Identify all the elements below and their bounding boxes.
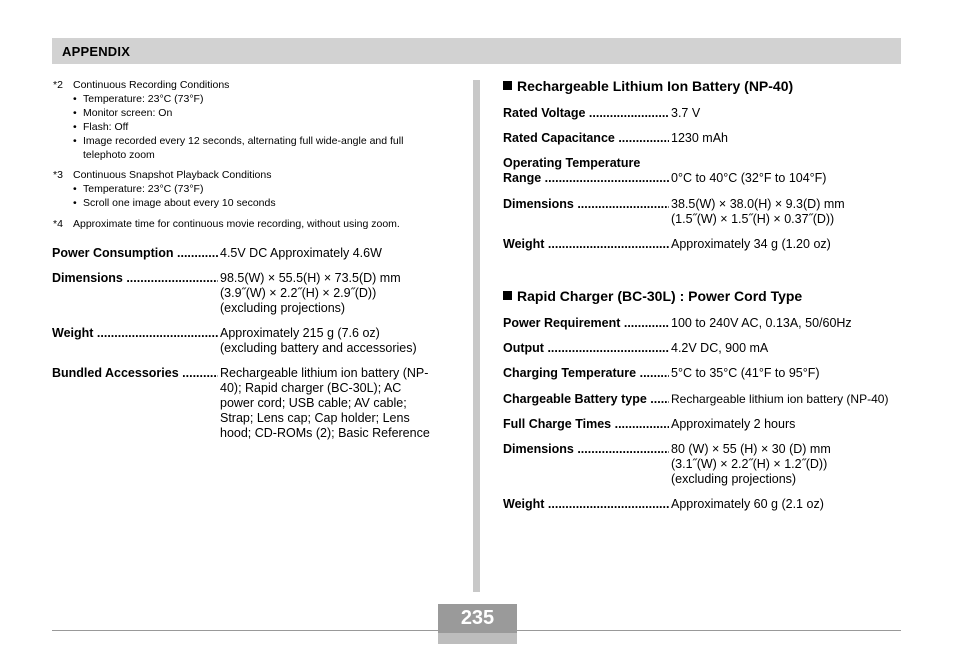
spec-value: Approximately 60 g (2.1 oz) (671, 497, 824, 511)
footnote-item: • Flash: Off (73, 120, 453, 134)
spec-value: 98.5(W) × 55.5(H) × 73.5(D) mm (3.9˝(W) × 2.2˝(H) × 2.9˝(D)) (excluding projections) (220, 271, 401, 315)
spec-value: Approximately 2 hours (671, 417, 796, 431)
footnote-title: Continuous Recording Conditions (73, 79, 230, 91)
spec-label: Rated Voltage ..... (503, 106, 669, 121)
footnote-item-continued: telephoto zoom (83, 149, 155, 161)
section-header (52, 38, 901, 64)
spec-label: Range ..... (503, 171, 669, 186)
spec-label: Power Consumption ..... (52, 246, 218, 261)
footnote-mark: *2 (53, 79, 63, 91)
square-bullet-icon (503, 291, 512, 300)
spec-value: 3.7 V (671, 106, 701, 120)
spec-label-top: Operating Temperature (503, 156, 641, 170)
spec-label: Dimensions ..... (503, 442, 669, 457)
spec-value: Approximately 34 g (1.20 oz) (671, 237, 831, 251)
spec-value: 5°C to 35°C (41°F to 95°F) (671, 366, 820, 380)
spec-label: Charging Temperature ..... (503, 366, 669, 381)
spec-label: Output ..... (503, 341, 669, 356)
spec-value: 0°C to 40°C (32°F to 104°F) (671, 171, 827, 185)
spec-value: Rechargeable lithium ion battery (NP-40) (671, 392, 889, 406)
page-number: 235 (460, 607, 495, 629)
battery-heading: Rechargeable Lithium Ion Battery (NP-40) (503, 78, 793, 94)
footnote-item: • Scroll one image about every 10 seconds (73, 196, 453, 210)
spec-label: Chargeable Battery type ..... (503, 392, 669, 407)
page-number-underbar (438, 633, 517, 644)
spec-label: Bundled Accessories ..... (52, 366, 218, 381)
spec-value: 80 (W) × 55 (H) × 30 (D) mm (3.1˝(W) × 2.2˝(H) × 1.2˝(D)) (excluding projections) (671, 442, 831, 486)
footnote-mark: *4 (53, 218, 63, 230)
page-number-badge (438, 604, 517, 644)
spec-value: Approximately 215 g (7.6 oz) (excluding battery and accessories) (220, 326, 417, 355)
spec-value: Rechargeable lithium ion battery (NP- 40); Rapid charger (BC-30L); AC power cord; USB cable; AV cable; Strap; Lens cap; Cap holder; Lens hood; CD-ROMs (2); Basic Reference (220, 366, 430, 440)
footnote-2 (53, 78, 453, 162)
footnote-item: • Temperature: 23°C (73°F) (73, 92, 453, 106)
footnote-title: Approximate time for continuous movie recording, without using zoom. (73, 218, 400, 230)
column-divider (473, 80, 480, 592)
footnote-4 (53, 217, 453, 231)
spec-label: Weight ..... (52, 326, 218, 341)
spec-label: Full Charge Times ..... (503, 417, 669, 432)
spec-label: Dimensions ..... (503, 197, 669, 212)
spec-value: 4.5V DC Approximately 4.6W (220, 246, 382, 260)
footnote-item: • Temperature: 23°C (73°F) (73, 182, 453, 196)
footnote-item: • Monitor screen: On (73, 106, 453, 120)
spec-label: Dimensions ..... (52, 271, 218, 286)
spec-label: Weight ..... (503, 497, 669, 512)
spec-value: 1230 mAh (671, 131, 728, 145)
footnote-3 (53, 168, 453, 210)
spec-label: Power Requirement ..... (503, 316, 669, 331)
spec-operating-temperature (503, 156, 901, 186)
spec-label: Weight ..... (503, 237, 669, 252)
footnote-item: • Image recorded every 12 seconds, alternating full wide-angle and full (73, 134, 453, 148)
charger-heading: Rapid Charger (BC-30L) : Power Cord Type (503, 288, 802, 304)
section-title: APPENDIX (62, 44, 131, 59)
spec-value: 4.2V DC, 900 mA (671, 341, 769, 355)
spec-value: 100 to 240V AC, 0.13A, 50/60Hz (671, 316, 852, 330)
square-bullet-icon (503, 81, 512, 90)
footnote-mark: *3 (53, 169, 63, 181)
footnote-title: Continuous Snapshot Playback Conditions (73, 169, 272, 181)
spec-value: 38.5(W) × 38.0(H) × 9.3(D) mm (1.5˝(W) × 1.5˝(H) × 0.37˝(D)) (671, 197, 845, 226)
spec-label: Rated Capacitance ..... (503, 131, 669, 146)
